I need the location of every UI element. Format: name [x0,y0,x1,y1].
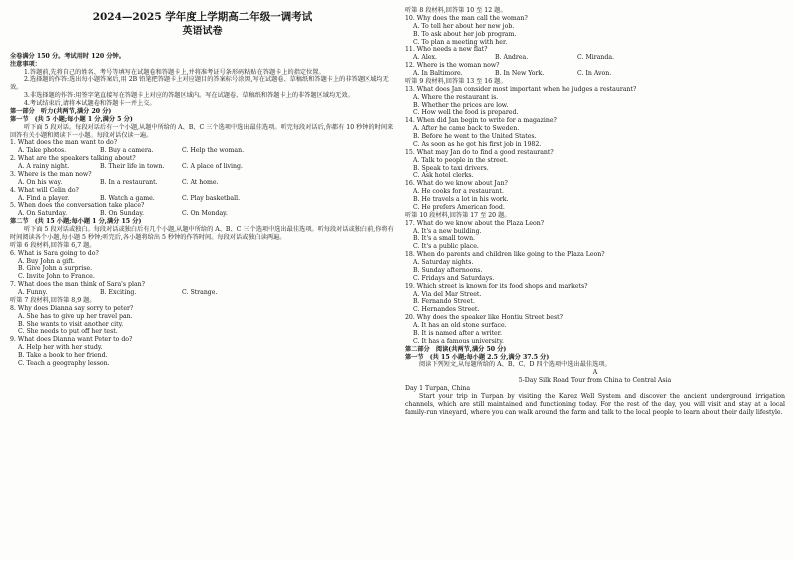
part1-sec1-instructions: 听下面 5 段对话。每段对话后有一个小题,从题中所给的 A、B、C 三个选项中选出最佳选项。听完每段对话后,你都有 10 秒钟的时间来回答有关小题和阅读下一小题。每段对话仅读一遍。 [10,123,394,139]
option-c: C. To plan a meeting with her. [413,38,508,46]
note-item: 3.非选择题的作答:用签字笔直接写在答题卡上对应的答题区域内。写在试题卷、草稿纸和答题卡上的非答题区域均无效。 [24,92,354,100]
option-b: B. He travels a lot in his work. [413,196,509,203]
option-c: C. Fridays and Saturdays. [413,274,495,282]
question-stem: 3. Where is the man now? [10,170,92,178]
question-stem: 10. Why does the man call the woman? [405,14,528,22]
answer-options [10,289,395,297]
question-stem: 17. What do we know about the Plaza Leon? [405,219,545,227]
exam-title: 2024—2025 学年度上学期高二年级一调考试 [92,11,313,23]
option-c: C. At home. [182,178,219,186]
option-a: A. Via del Mar Street. [413,290,482,298]
question-stem: 5. When does the conversation take place? [10,202,145,210]
listening-text-note: 听第 10 段材料,回答第 17 至 20 题。 [405,211,511,219]
option-b: B. Before he went to the United States. [413,133,537,140]
option-b: B. It is named after a writer. [413,329,502,337]
option-b: B. It's a small town. [413,235,476,243]
passage-letter: A [592,369,598,377]
option-c: C. Ask hotel clerks. [413,172,474,180]
note-item: 4.考试结束后,请将本试题卷和答题卡一并上交。 [24,100,156,108]
part1-sec2-instructions: 听下面 5 段对话或独白。每段对话或独白后有几个小题,从题中所给的 A、B、C 三个选项中选出最佳选项。听每段对话或独白前,你将有时间阅读各个小题,每小题 5 秒钟;听完后,各小题将给出 5 秒钟的作答时间。每段对话或独白读两遍。 [10,226,394,241]
question-stem: 19. Which street is known for its food shops and markets? [405,282,588,290]
option-c: C. A place of living. [182,163,243,171]
question-stem: 12. Where is the woman now? [405,62,500,70]
option-b: B. Fernando Street. [413,298,475,306]
option-c: C. It has a famous university. [413,337,504,345]
question-stem: 2. What are the speakers talking about? [10,155,136,163]
option-b: B. Whether the prices are low. [413,101,509,109]
option-a: A. Funny. [18,289,48,297]
option-a: A. A rainy night. [18,163,70,171]
question-stem: 1. What does the man want to do? [10,139,118,147]
question-stem: 15. What may Jan do to find a good restaurant? [405,148,554,156]
option-c: C. He prefers American food. [413,203,505,211]
option-c: C. As soon as he got his first job in 1982. [413,140,542,148]
option-a: A. He cooks for a restaurant. [413,188,504,196]
option-b: B. Give John a surprise. [18,265,93,273]
question-stem: 16. What do we know about Jan? [405,180,508,188]
option-c: C. Help the woman. [182,147,245,155]
option-b: B. Speak to taxi drivers. [413,164,489,172]
answer-options [405,54,785,62]
option-b: B. Andrea. [495,54,529,62]
option-a: A. On his way. [18,178,63,186]
option-b: B. Sunday afternoons. [413,266,483,274]
part2-heading: 第二部分 阅读(共两节,满分 50 分) [405,345,507,353]
option-c: C. Miranda. [577,54,615,62]
option-c: C. Play basketball. [182,194,241,202]
part1-heading: 第一部分 听力(共两节,满分 20 分) [10,107,112,115]
question-stem: 6. What is Sara going to do? [10,249,99,257]
right-column [405,7,785,417]
option-b: B. Exciting. [100,289,137,297]
listening-text-note: 听第 8 段材料,回答第 10 至 12 题。 [405,7,507,14]
day1-title: Day 1 Turpan, China [405,385,471,392]
option-b: B. Buy a camera. [100,147,154,155]
option-c: C. Hernandes Street. [413,306,480,314]
answer-options [10,163,395,171]
answer-options [10,195,395,203]
option-a: A. In Baltimore. [413,70,463,77]
option-b: B. To ask about her job program. [413,30,517,38]
option-b: B. Take a book to her friend. [18,352,108,360]
option-a: A. Where the restaurant is. [413,93,499,101]
part1-sec1-heading: 第一节 (共 5 小题;每小题 1 分,满分 5 分) [10,115,133,123]
option-c: C. In Avon. [577,70,612,77]
option-a: A. On Saturday. [18,210,68,218]
answer-options [10,147,395,155]
option-a: A. After he came back to Sweden. [413,125,520,133]
question-stem: 11. Who needs a new flat? [405,46,488,54]
option-c: C. How well the food is prepared. [413,109,519,117]
left-column [10,10,395,368]
passage-title: 5-Day Silk Road Tour from China to Central Asia [518,377,672,385]
option-c: C. Invite John to France. [18,273,95,281]
option-a: A. It has an old stone surface. [413,322,507,329]
option-c: C. Teach a geography lesson. [18,359,110,367]
option-b: B. Watch a game. [100,194,155,202]
option-a: A. Buy John a gift. [18,257,75,265]
option-a: A. Take photos. [18,147,67,155]
option-b: B. Their life in town. [100,163,165,171]
option-a: A. Find a player. [18,194,70,202]
note-item: 1.答题前,先将自己的姓名、考号等填写在试题卷和答题卡上,并将准考证号条形码粘贴在答题卡上的指定位置。 [24,68,325,76]
question-stem: 8. Why does Dianna say sorry to peter? [10,304,134,312]
option-c: C. It's a public place. [413,243,479,251]
option-a: A. She has to give up her travel pan. [18,312,133,320]
question-stem: 18. When do parents and children like going to the Plaza Leon? [405,251,605,259]
option-a: A. Talk to people in the street. [413,156,508,164]
option-c: C. She needs to put off her test. [18,328,118,336]
option-c: C. Strange. [182,289,218,297]
answer-options [10,179,395,187]
part1-sec2-heading: 第二节 (共 15 小题;每小题 1 分,满分 15 分) [10,218,142,226]
option-b: B. In New York. [495,70,545,77]
option-a: A. It's a new building. [413,227,482,235]
option-c: C. On Monday. [182,210,228,218]
note-item: 2.选择题的作答:选出每小题答案后,用 2B 铅笔把答题卡上对应题目的答案标号涂黑,写在试题卷、草稿纸和答题卡上的非答题区域均无效。 [10,76,389,92]
score-line: 全卷满分 150 分。考试用时 120 分钟。 [10,52,125,60]
question-stem: 9. What does Dianna want Peter to do? [10,336,133,344]
option-a: A. To tell her about her new job. [413,22,515,30]
question-stem: 7. What does the man think of Sara's plan? [10,281,145,289]
exam-subtitle: 英语试卷 [182,26,223,38]
listening-text-note: 听第 9 段材料,回答第 13 至 16 题。 [405,77,507,85]
question-stem: 20. Why does the speaker like Hontiu Street best? [405,314,563,322]
question-stem: 14. When did Jan begin to write for a magazine? [405,117,557,125]
option-a: A. Alex. [413,54,437,62]
option-b: B. On Sunday. [100,210,145,218]
part2-sec1-heading: 第一节 (共 15 小题;每小题 2.5 分,满分 37.5 分) [405,353,550,361]
part2-sec1-instructions: 阅读下列短文,从每题所给的 A、B、C、D 四个选项中选出最佳选项。 [419,361,611,369]
listening-text-note: 听第 7 段材料,回答第 8,9 题。 [10,296,96,304]
answer-options [405,70,785,78]
day1-paragraph: Start your trip in Turpan by visiting the Karez Well System and discover the ancient underground irrigation channels, which are still maintained and functioning today. For the rest of the day, you will visit and stay at a local family-run vineyard, where you can walk around the farm and talk to the local people to learn about their daily lifestyle. [405,392,785,416]
notes-title: 注意事项： [10,60,41,68]
question-stem: 13. What does Jan consider most important when he judges a restaurant? [405,85,637,93]
question-stem: 4. What will Celin do? [10,186,79,194]
listening-text-note: 听第 6 段材料,回答第 6,7 题。 [10,241,96,249]
option-b: B. In a restaurant. [100,178,158,186]
option-a: A. Help her with her study. [18,344,103,352]
option-b: B. She wants to visit another city. [18,320,124,328]
option-a: A. Saturday nights. [413,259,474,266]
